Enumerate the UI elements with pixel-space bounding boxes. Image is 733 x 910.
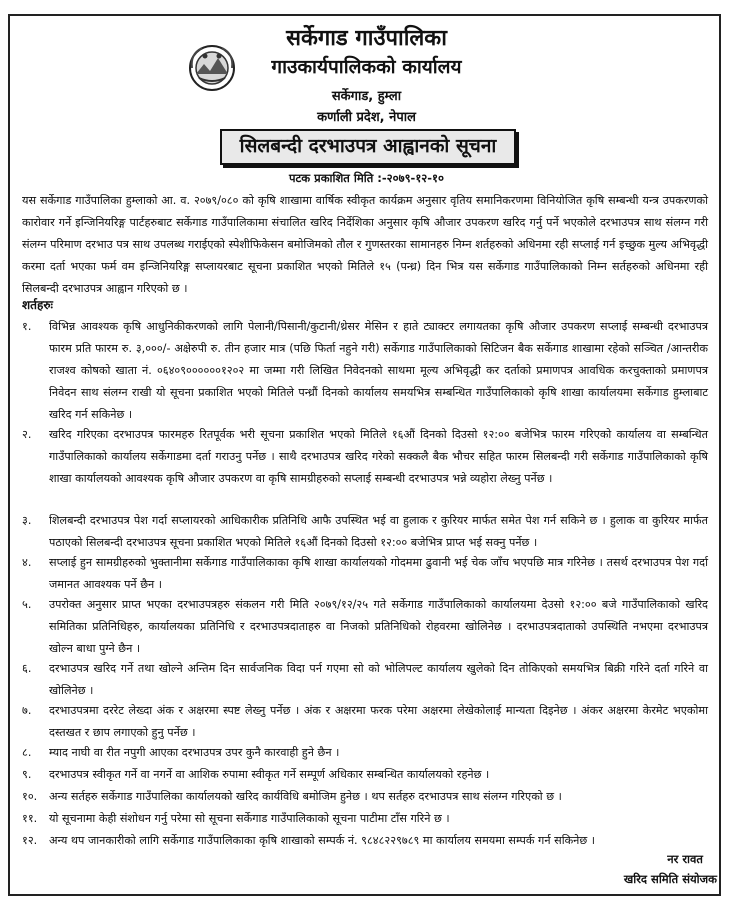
condition-item xyxy=(22,510,708,554)
signatory-designation: खरिद समिति संयोजक xyxy=(623,872,717,886)
condition-number: १०. xyxy=(22,790,38,803)
condition-text: दरभाउपत्र स्वीकृत गर्ने वा नगर्ने वा आशिक रुपामा स्वीकृत गर्ने सम्पूर्ण अधिकार सम्बन्धित कार्यालयको रहनेछ । xyxy=(49,768,490,781)
condition-number: ११. xyxy=(22,812,38,825)
condition-item xyxy=(22,424,708,490)
office-province: कर्णाली प्रदेश, नेपाल xyxy=(317,110,416,125)
condition-item xyxy=(22,552,708,596)
condition-number: ४. xyxy=(22,556,32,569)
condition-text: सप्लाई हुन सामग्रीहरुको भुक्तानीमा सर्केगाड गाउँपालिकाका कृषि शाखा कार्यालयको गोदममा ढुवानी भई चेक जाँच भएपछि मात्र गरिनेछ । तसर्थ दरभाउपत्र पेश गर्दा जमानत आवश्यक पर्ने छैन । xyxy=(49,556,708,591)
condition-text: विभिन्न आवश्यक कृषि आधुनिकीकरणको लागि पेलानी/पिसानी/कुटानी/थ्रेसर मेसिन र हाते ट्याक्टर लगायतका कृषि औजार उपकरण सप्लाई सम्बन्धी दरभाउपत्र फारम प्रति फारम रु. ३,०००/- अक्षेरुपी रु. तीन हजार मात्र (पछि फिर्ता नहुने गरी) सर्केगाड गाउँपालिकाको सिटिजन बैक सर्केगाड शाखामा रहेको सञ्चित /आन्तरीक राजश्व कोषको खाता नं. ०६४०९००००००१२०२ मा जम्मा गरी लिखित निवेदनको साथमा मूल्य अभिवृद्धी कर दर्ताको प्रमाणपत्र आवधिक करचुक्ताको प्रमाणपत्र निवेदन साथ संलग्न राखी यो सूचना प्रकाशित भएको मितिले पन्ध्रौं दिनको कार्यालय समयभित्र सम्बन्धित गाउँपालिकाको कृषि शाखा कार्यालयमा सर्केगाड हुम्लाबाट खरिद गर्न सकिनेछ । xyxy=(49,320,708,421)
condition-text: यो सूचनामा केही संशोधन गर्नु परेमा सो सूचना सर्केगाड गाउँपालिकाको सूचना पाटीमा टाँस गरिने छ । xyxy=(49,812,450,825)
condition-text: खरिद गरिएका दरभाउपत्र फारमहरु रितपूर्वक भरी सूचना प्रकाशित भएको मितिले १६औं दिनको दिउसो १२:०० बजेभित्र फारम गरिएको कार्यालय वा सम्बन्धित गाउँपालिकाको कार्यालय सर्केगाडमा दर्ता गराउनु पर्नेछ । साथै दरभाउपत्र खरिद गरेको सक्कलै बैक भौचर सहित फारम सिलबन्दी गरी सर्केगाड गाउँपालिकाको कृषि शाखा कार्यालयको आवश्यक कृषि औजार उपकरण वा कृषि सामग्रीहरुको सप्लाई सम्बन्धी दरभाउपत्र भन्ने व्यहोरा लेख्नु पर्नेछ । xyxy=(49,428,708,485)
office-name: सर्केगाड गाउँपालिका xyxy=(286,26,447,51)
condition-number: ६. xyxy=(22,662,32,675)
condition-item xyxy=(22,594,708,660)
office-type: गाउकार्यपालिकको कार्यालय xyxy=(271,56,462,78)
condition-item xyxy=(22,700,708,744)
condition-number: ५. xyxy=(22,598,32,611)
condition-text: उपरोक्त अनुसार प्राप्त भएका दरभाउपत्रहरु संकलन गरी मिति २०७९/१२/२५ गते सर्केगाड गाउँपालिकाको कार्यालयमा देउसो १२:०० बजे गाउँपालिकाको खरिद समितिका प्रतिनिधिहरु, कार्यालयका प्रतिनिधि र दरभाउपत्रदाताहरु वा निजको प्रतिनिधिको रोहवरमा खोलिनेछ । दरभाउपत्रदाताको उपस्थिति नभएमा दरभाउपत्र खोल्न बाधा पुग्ने छैन । xyxy=(49,598,708,655)
condition-item xyxy=(22,764,708,786)
condition-item xyxy=(22,786,708,808)
signatory-name: नर रावत xyxy=(667,852,703,866)
condition-number: २. xyxy=(22,428,32,441)
condition-item xyxy=(22,742,708,764)
intro-paragraph: यस सर्केगाड गाउँपालिका हुम्लाको आ. व. २०७९/०८० को कृषि शाखामा वार्षिक स्वीकृत कार्यक्रम अनुसार वृतिय समानिकरणमा विनियोजित कृषि सम्बन्धी यन्त्र उपकरणको कारोवार गर्ने इन्जिनियरिङ्ग पार्टहरुबाट सर्केगाड गाउँपालिकामा संचालित खरिद निर्देशिका अनुसार कृषि औजार उपकरण खरिद गर्नु पर्ने भएकोले दरभाउपत्र साथ संलग्न गरी संलग्न परिमाण दरभाउ पत्र साथ उपलब्ध गराईएको स्पेशीफिकेसन बमोजिमको तौल र गुणस्तरका सामानहरु निम्न शर्तहरुको अधिनमा रही सप्लाई गर्न इच्छुक मुल्य अभिवृद्धी करमा दर्ता भएका फर्म वम इन्जिनियरिङ्ग सप्लायरबाट सूचना प्रकाशित भएको मितिले १५ (पन्ध्र) दिन भित्र यस सर्केगाड गाउँपालिकाको निम्न सर्तहरुको अधिनमा रही सिलबन्दी दरभाउपत्र आह्वान गरिएको छ । xyxy=(22,194,708,295)
condition-text: अन्य थप जानकारीको लागि सर्केगाड गाउँपालिकाका कृषि शाखाको सम्पर्क नं. ९८४८२२९७८९ मा कार्यालय समयमा सम्पर्क गर्न सकिनेछ । xyxy=(49,834,596,847)
conditions-heading: शर्तहरुः xyxy=(22,298,53,312)
published-date: पटक प्रकाशित मिति :-२०७९-१२-१० xyxy=(288,171,445,185)
condition-number: १२. xyxy=(22,834,38,847)
office-location: सर्केगाड, हुम्ला xyxy=(331,89,402,104)
condition-item xyxy=(22,316,708,426)
notice-title: सिलबन्दी दरभाउपत्र आह्वानको सूचना xyxy=(220,129,516,165)
condition-item xyxy=(22,658,708,702)
condition-text: शिलबन्दी दरभाउपत्र पेश गर्दा सप्लायरको आधिकारीक प्रतिनिधि आफै उपस्थित भई वा हुलाक र कुरियर मार्फत समेत पेश गर्न सकिने छ । हुलाक वा कुरियर मार्फत पठाएको सिलबन्दी दरभाउपत्र सूचना प्रकाशित भएको मितिले १६औं दिनको दिउसो १२:०० बजेभित्र प्राप्त भई सक्नु पर्नेछ । xyxy=(49,514,708,549)
condition-number: ३. xyxy=(22,514,32,527)
condition-text: दरभाउपत्रमा दररेट लेख्दा अंक र अक्षरमा स्पष्ट लेख्नु पर्नेछ । अंक र अक्षरमा फरक परेमा अक्षरमा लेखेकोलाई मान्यता दिइनेछ । अंकर अक्षरमा केरमेट भएकोमा दस्तखत र छाप लगाएको हुनु पर्नेछ । xyxy=(49,704,708,739)
condition-number: १. xyxy=(22,320,32,333)
condition-text: अन्य सर्तहरु सर्केगाड गाउँपालिका कार्यालयको खरिद कार्यविधि बमोजिम हुनेछ । थप सर्तहरु दरभाउपत्र साथ संलग्न गरिएको छ । xyxy=(49,790,562,803)
condition-item xyxy=(22,808,708,830)
condition-number: ७. xyxy=(22,704,32,717)
condition-number: ८. xyxy=(22,746,32,759)
condition-item xyxy=(22,830,708,852)
condition-number: ९. xyxy=(22,768,32,781)
condition-text: म्याद नाघी वा रीत नपुगी आएका दरभाउपत्र उपर कुनै कारवाही हुने छैन । xyxy=(49,746,340,759)
condition-text: दरभाउपत्र खरिद गर्ने तथा खोल्ने अन्तिम दिन सार्वजनिक विदा पर्न गएमा सो को भोलिपल्ट कार्यालय खुलेको दिन तोकिएको समयभित्र बिक्री गरिने दर्ता गरिने वा खोलिनेछ । xyxy=(49,662,708,697)
